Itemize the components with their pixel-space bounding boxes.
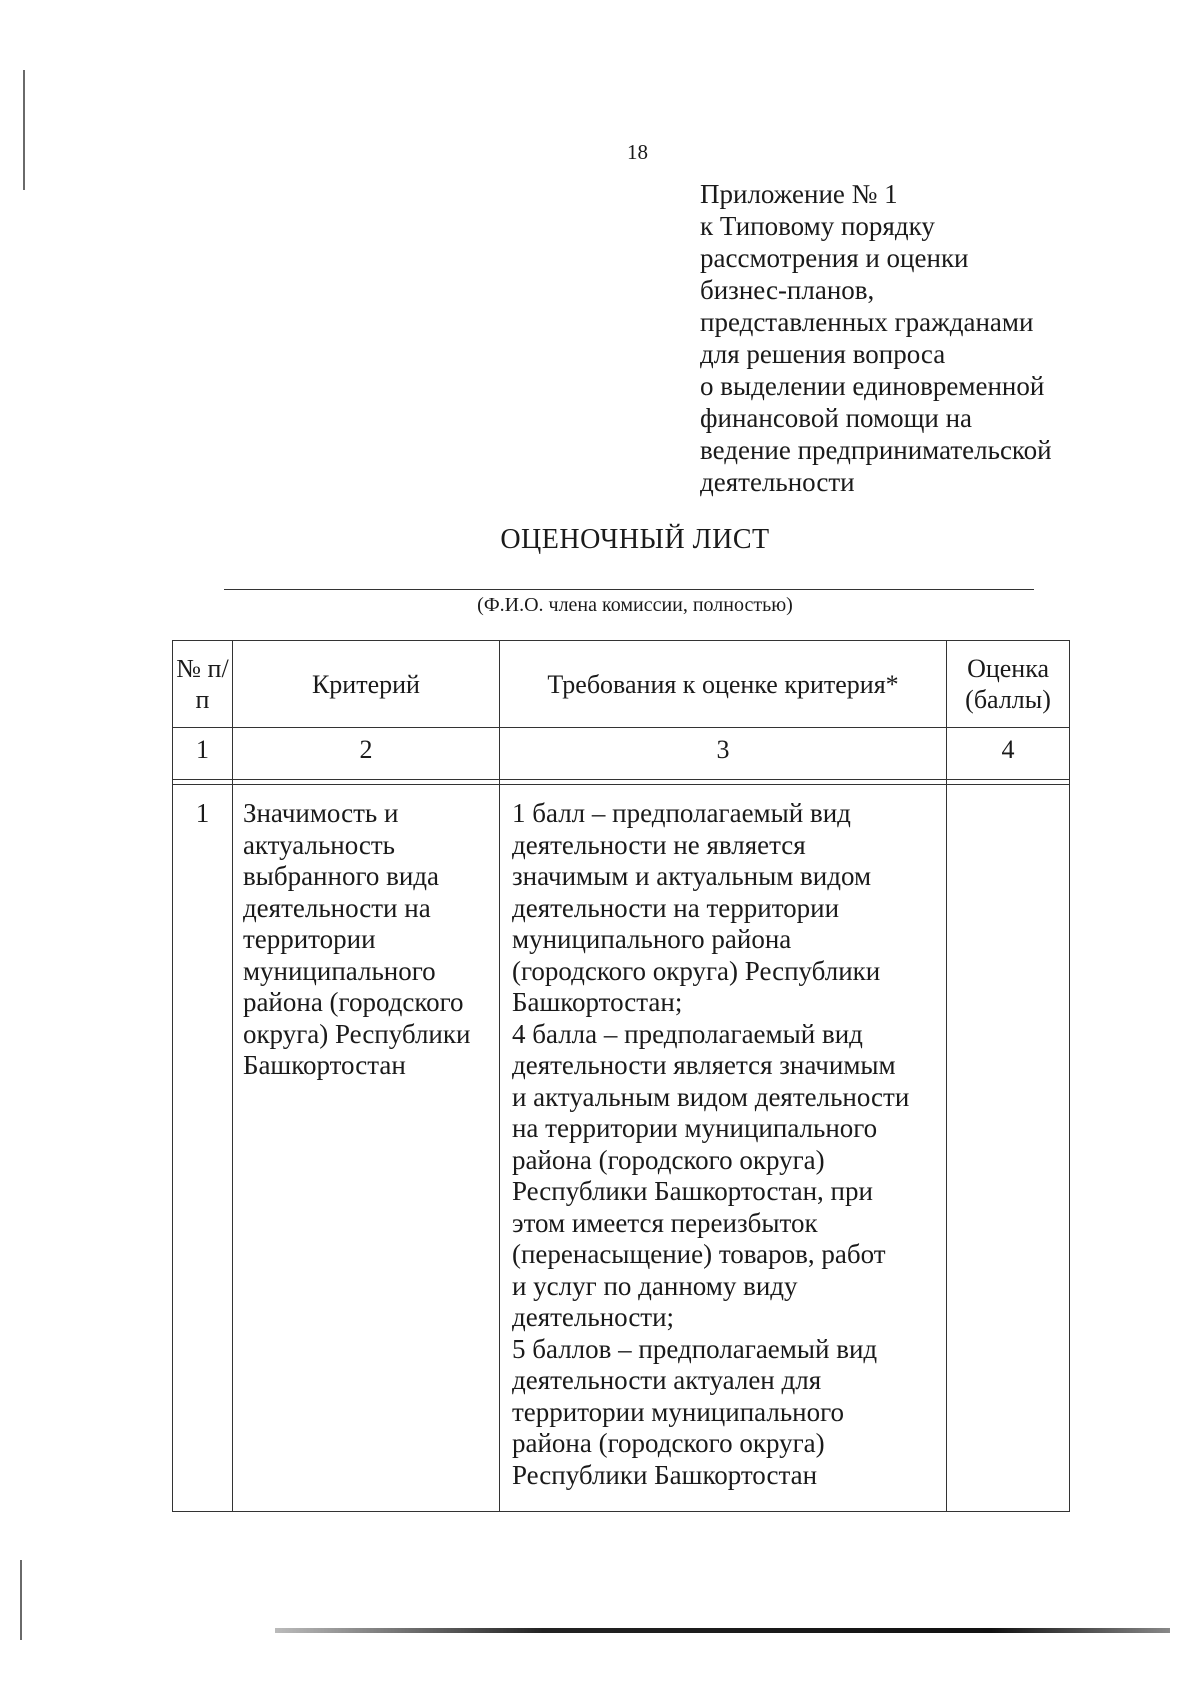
requirement-line: деятельности не является — [511, 829, 806, 860]
requirement-line: деятельности актуален для — [511, 1365, 822, 1395]
header-criterion: Критерий — [232, 641, 499, 728]
requirement-line: (городского округа) Республики — [511, 955, 881, 986]
row-requirements — [499, 785, 946, 1512]
requirement-line: и услуг по данному виду — [511, 1270, 798, 1301]
header-num: № п/п — [173, 641, 233, 728]
document-title: ОЦЕНОЧНЫЙ ЛИСТ — [500, 524, 770, 555]
appendix-line: финансовой помощи на — [700, 403, 973, 433]
appendix-line: ведение предпринимательской — [700, 435, 1052, 465]
requirement-line: муниципального района — [511, 924, 792, 954]
table-row — [173, 785, 1070, 1512]
requirement-line: Республики Башкортостан, при — [511, 1176, 873, 1206]
scan-edge-mark-bottom — [20, 1560, 22, 1640]
row-number: 1 — [173, 785, 233, 1512]
appendix-line: к Типовому порядку — [700, 211, 935, 241]
column-index: 2 — [232, 728, 499, 780]
appendix-line: представленных гражданами — [700, 307, 1034, 337]
requirement-line: значимым и актуальным видом — [511, 861, 872, 891]
requirement-line: 4 балла – предполагаемый вид — [511, 1018, 863, 1049]
scan-bottom-bar — [275, 1628, 1170, 1633]
requirement-line: деятельности; — [511, 1302, 675, 1332]
column-index: 4 — [947, 728, 1070, 780]
requirement-line: 5 баллов – предполагаемый вид — [511, 1333, 878, 1364]
requirement-line: территории муниципального — [511, 1396, 844, 1427]
row-score — [947, 785, 1070, 1512]
table-header-row — [173, 641, 1070, 728]
signature-fill-line — [224, 589, 1034, 590]
header-score: Оценка (баллы) — [947, 641, 1070, 728]
header-requirements: Требования к оценке критерия* — [499, 641, 946, 728]
requirement-line: 1 балл – предполагаемый вид — [511, 798, 851, 828]
requirement-line: (перенасыщение) товаров, работ — [511, 1239, 886, 1269]
appendix-block — [700, 178, 1052, 498]
appendix-line: о выделении единовременной — [700, 371, 1045, 401]
row-criterion: Значимость и актуальность выбранного вида деятельности на территории муниципального района (городского округа) Республики Башкортостан — [232, 785, 499, 1512]
requirement-line: и актуальным видом деятельности — [511, 1081, 910, 1112]
requirement-line: на территории муниципального — [511, 1113, 878, 1143]
requirement-line: этом имеется переизбыток — [511, 1207, 818, 1238]
column-index-row — [173, 728, 1070, 780]
evaluation-table — [172, 640, 1070, 1512]
scan-edge-mark-top — [23, 70, 25, 190]
appendix-line: бизнес-планов, — [700, 275, 875, 305]
requirement-line: деятельности на территории — [511, 892, 840, 923]
requirement-line: Башкортостан; — [511, 987, 683, 1017]
column-index: 1 — [173, 728, 233, 780]
signature-caption: (Ф.И.О. члена комиссии, полностью) — [477, 594, 793, 616]
appendix-line: Приложение № 1 — [700, 179, 898, 209]
requirement-line: деятельности является значимым — [511, 1050, 896, 1080]
requirement-line: Республики Башкортостан — [511, 1459, 818, 1490]
requirement-line: района (городского округа) — [511, 1144, 825, 1175]
appendix-line: деятельности — [700, 467, 855, 497]
appendix-line: для решения вопроса — [700, 339, 946, 369]
column-index: 3 — [499, 728, 946, 780]
requirement-line: района (городского округа) — [511, 1428, 825, 1458]
appendix-line: рассмотрения и оценки — [700, 243, 969, 273]
page-number: 18 — [627, 140, 648, 164]
